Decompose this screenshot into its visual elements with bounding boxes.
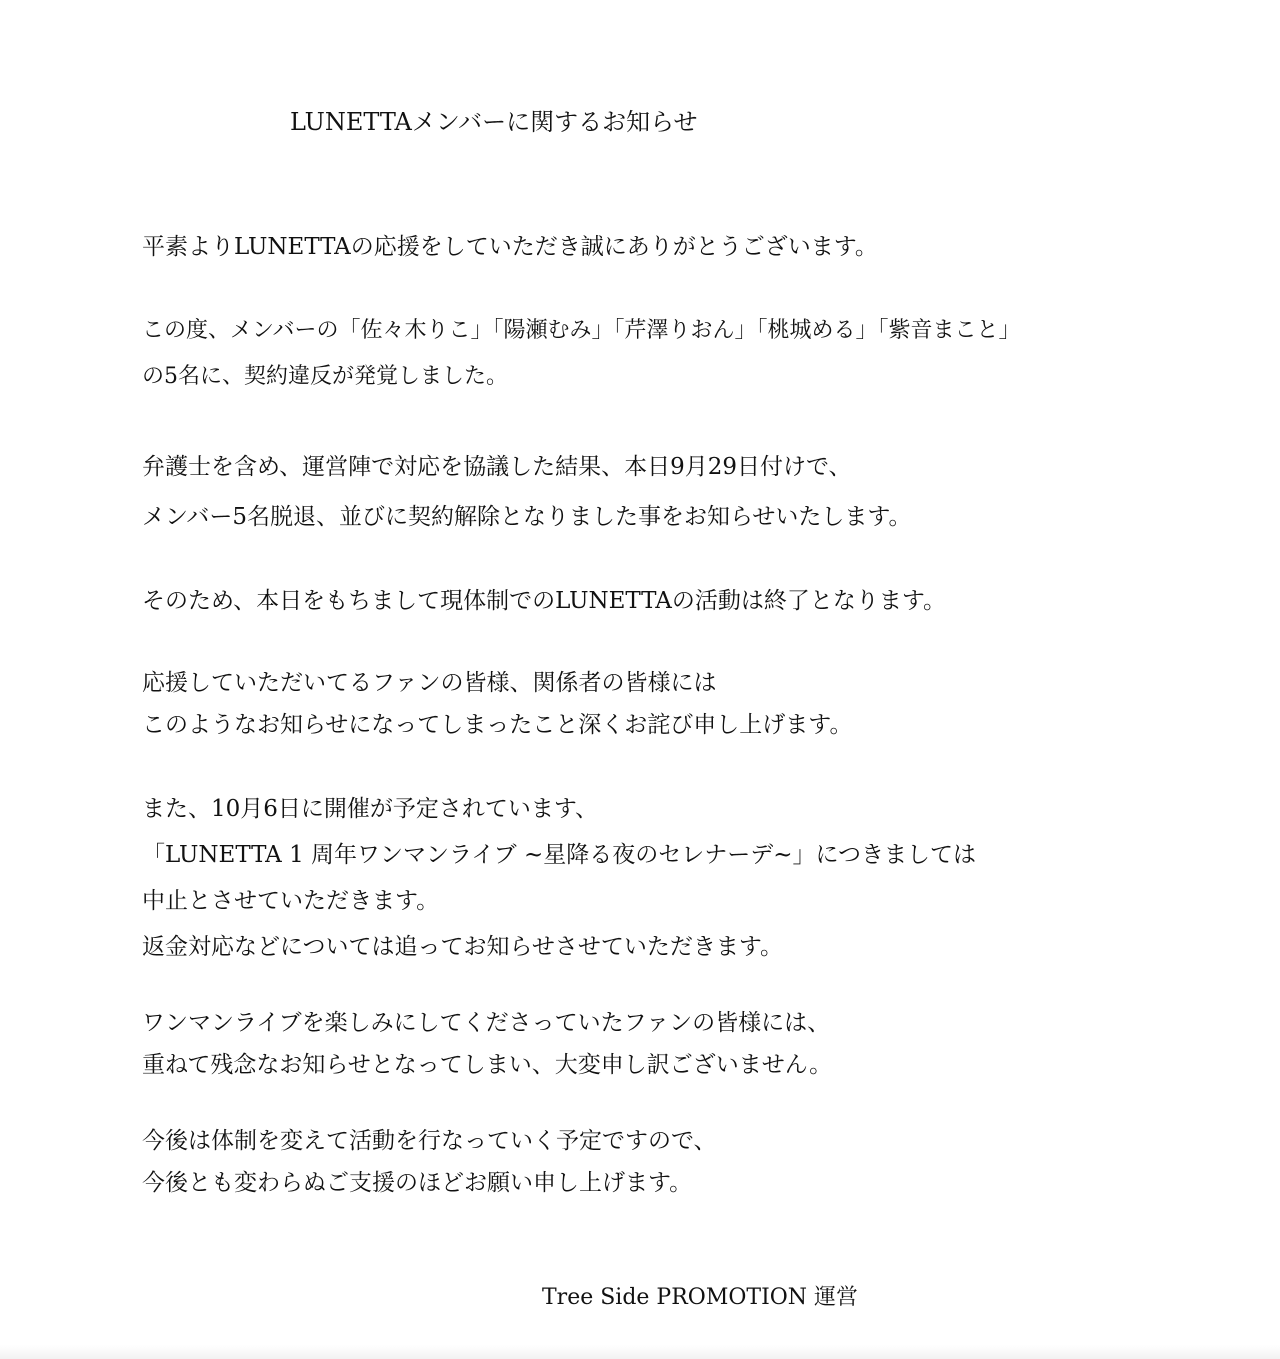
paragraph-line: 今後とも変わらぬご支援のほどお願い申し上げます。 [142,1170,693,1196]
paragraph-line: 重ねて残念なお知らせとなってしまい、大変申し訳ございません。 [142,1052,833,1078]
paragraph-line: ワンマンライブを楽しみにしてくださっていたファンの皆様には、 [142,1010,831,1036]
paragraph-contract-violation [142,308,1020,400]
paragraph-line: 弁護士を含め、運営陣で対応を協議した結果、本日9月29日付けで、 [142,454,852,480]
paragraph-decision [142,442,912,542]
paragraph-line: 平素よりLUNETTAの応援をしていただき誠にありがとうございます。 [142,234,878,260]
paragraph-apology [142,662,852,746]
notice-title: LUNETTAメンバーに関するお知らせ [290,108,698,136]
paragraph-line: の5名に、契約違反が発覚しました。 [142,364,508,389]
paragraph-line: 「LUNETTA 1 周年ワンマンライブ ~星降る夜のセレナーデ~」につきましては [142,842,977,868]
paragraph-line: 中止とさせていただきます。 [142,888,440,914]
paragraph-live-cancellation [142,786,976,970]
paragraph-line: 応援していただいてるファンの皆様、関係者の皆様には [142,670,717,696]
paragraph-greeting [142,226,878,268]
signature: Tree Side PROMOTION 運営 [542,1285,859,1310]
paragraph-activity-end [142,580,946,622]
paragraph-line: この度、メンバーの「佐々木りこ」「陽瀬むみ」「芹澤りおん」「桃城める」「紫音まこと」 [142,318,1021,343]
paragraph-line: 今後は体制を変えて活動を行なっていく予定ですので、 [142,1128,717,1154]
paragraph-line: また、10月6日に開催が予定されています、 [142,796,599,822]
paragraph-future-plans [142,1120,717,1204]
paragraph-line: メンバー5名脱退、並びに契約解除となりました事をお知らせいたします。 [142,504,912,530]
paragraph-fan-apology [142,1002,832,1086]
bottom-edge-shade [0,1345,1280,1359]
paragraph-line: このようなお知らせになってしまったこと深くお詫び申し上げます。 [142,712,853,738]
paragraph-line: そのため、本日をもちまして現体制でのLUNETTAの活動は終了となります。 [142,588,947,614]
paragraph-line: 返金対応などについては追ってお知らせさせていただきます。 [142,934,784,960]
